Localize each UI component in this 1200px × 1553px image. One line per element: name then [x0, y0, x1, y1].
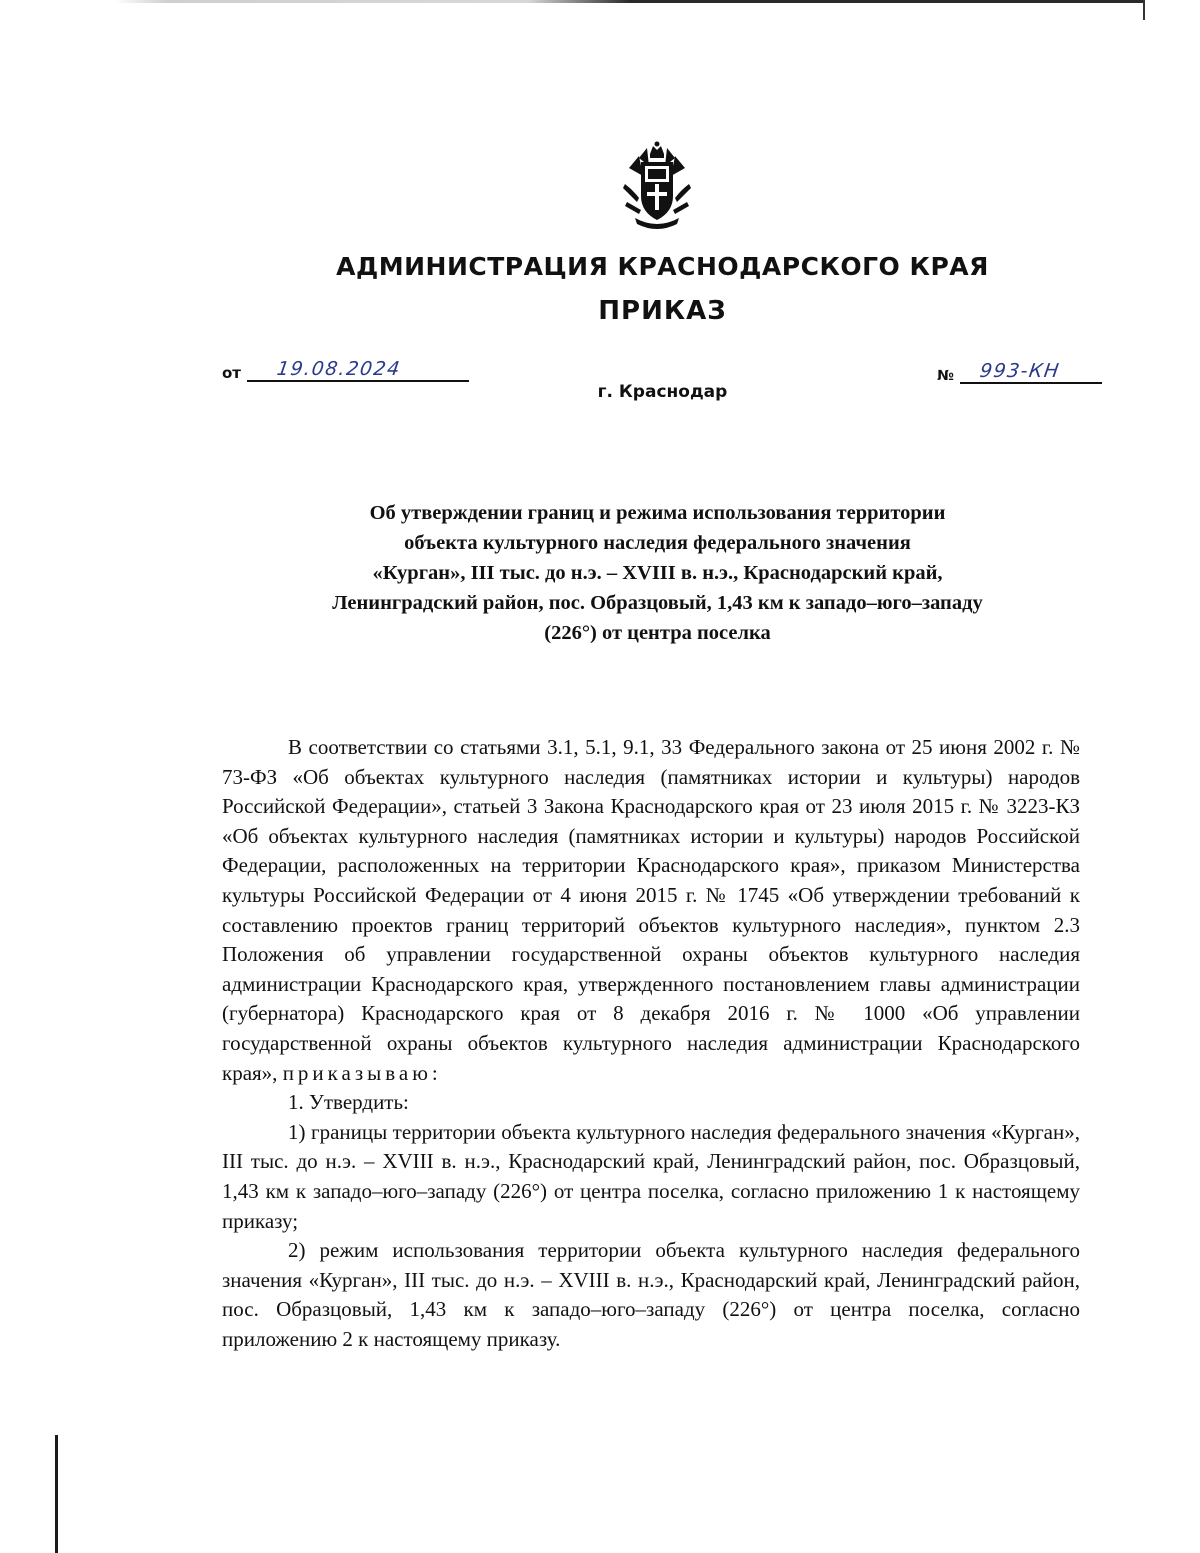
order-word: приказываю: [282, 1060, 442, 1085]
preamble-text: В соответствии со статьями 3.1, 5.1, 9.1, 33 Федерального закона от 25 июня 2002 г. № 73-ФЗ «Об объектах культурного наследия (памятниках истории и культуры) народов Российской Федерации», статьей 3 Закона Краснодарского края от 23 июля 2015 г. № 3223-КЗ «Об объектах культурного наследия (памятниках истории и культуры) народов Российской Федерации, расположенных на территории Краснодарского края», приказом Министерства культуры Российской Федерации от 4 июня 2015 г. № 1745 «Об утверждении требований к составлению проектов границ территорий объектов культурного наследия», пунктом 2.3 Положения об управлении государственной охраны объектов культурного наследия администрации Краснодарского края, утвержденного постановлением главы администрации (губернатора) Краснодарского края от 8 декабря 2016 г. № 1000 «Об управлении государственной охраны объектов культурного наследия администрации Краснодарского края», [222, 735, 1080, 1085]
document-body [222, 733, 1080, 1354]
handwritten-date: 19.08.2024 [275, 358, 403, 380]
coat-of-arms-emblem [617, 140, 697, 232]
city-name: г. Краснодар [597, 382, 728, 402]
preamble-paragraph [222, 733, 1080, 1088]
document-title [215, 498, 1100, 648]
date-prefix: от [222, 364, 241, 382]
title-line: (226°) от центра поселка [544, 622, 771, 644]
item-1: 1. Утвердить: [288, 1090, 409, 1115]
title-line: Ленинградский район, пос. Образцовый, 1,43 км к западо–юго–западу [332, 592, 983, 614]
document-type: ПРИКАЗ [598, 296, 727, 326]
title-line: объекта культурного наследия федерального значения [404, 532, 911, 554]
date-line [222, 356, 469, 382]
organization-name: АДМИНИСТРАЦИЯ КРАСНОДАРСКОГО КРАЯ [336, 252, 989, 281]
scan-edge-top [115, 0, 1145, 3]
date-field [247, 356, 469, 382]
title-line: Об утверждении границ и режима использования территории [369, 502, 946, 524]
number-field [960, 360, 1102, 384]
scan-edge-right [1143, 0, 1145, 20]
number-line [937, 360, 1102, 384]
sub-item-1: 1) границы территории объекта культурного наследия федерального значения «Курган», III тыс. до н.э. – XVIII в. н.э., Краснодарский край, Ленинградский район, пос. Образцовый, 1,43 км к западо–юго–западу (226°) от центра поселка, согласно приложению 1 к настоящему приказу; [222, 1119, 1080, 1233]
number-prefix: № [937, 368, 954, 384]
sub-item-2: 2) режим использования территории объекта культурного наследия федерального значения «Курган», III тыс. до н.э. – XVIII в. н.э., Краснодарский край, Ленинградский район, пос. Образцовый, 1,43 км к западо–юго–западу (226°) от центра поселка, согласно приложению 2 к настоящему приказу. [222, 1238, 1080, 1351]
scan-edge-left [55, 1435, 58, 1553]
title-line: «Курган», III тыс. до н.э. – XVIII в. н.э., Краснодарский край, [372, 562, 943, 584]
handwritten-number: 993-КН [978, 360, 1062, 382]
